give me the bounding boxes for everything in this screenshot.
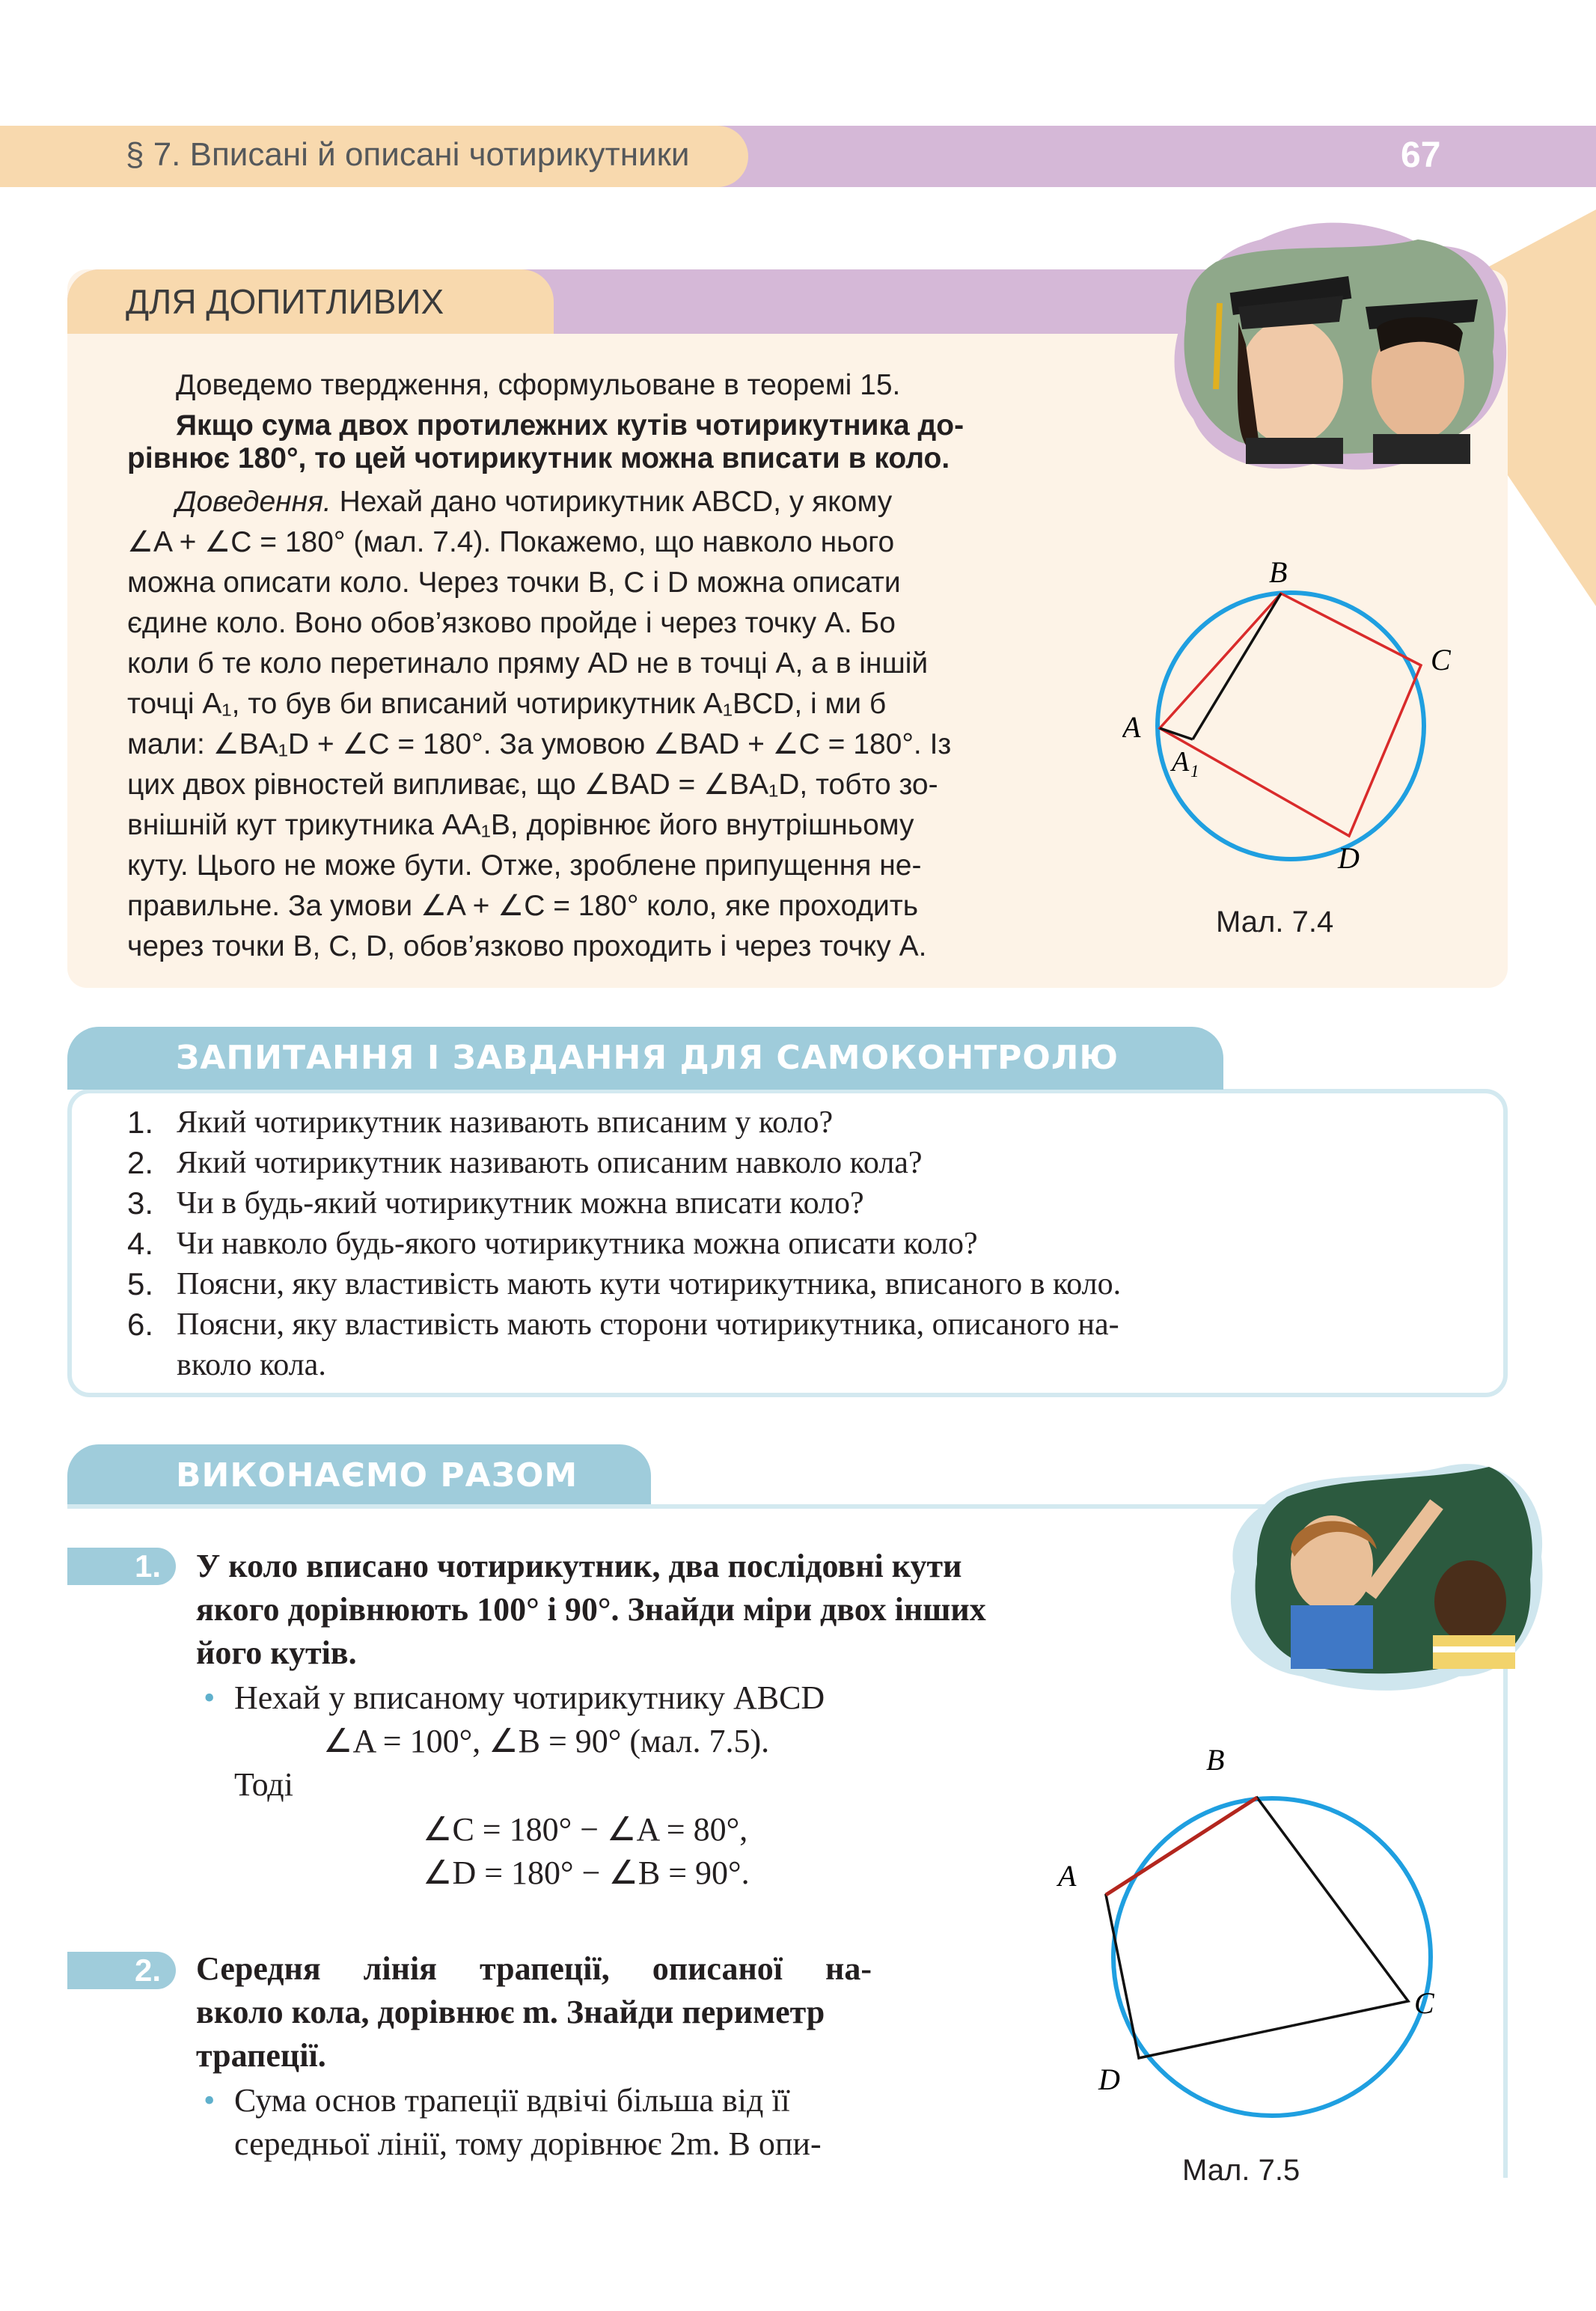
label-B: B xyxy=(1206,1743,1225,1777)
segment-BA1 xyxy=(1193,593,1281,739)
task-2-line-1: Середня лінія трапеції, описаної на- xyxy=(196,1950,872,1987)
question-num-4: 4. xyxy=(127,1226,154,1261)
curious-title: ДЛЯ ДОПИТЛИВИХ xyxy=(126,282,444,321)
figure-7-5 xyxy=(1048,1729,1467,2148)
label-D: D xyxy=(1338,841,1360,875)
curious-line-4: Доведення. Нехай дано чотирикутник ABCD, у якому xyxy=(176,486,893,518)
label-C: C xyxy=(1414,1986,1434,2020)
task-1-line-3: його кутів. xyxy=(196,1634,357,1671)
graduates-photo xyxy=(1164,210,1515,494)
question-text-4: Чи навколо будь-якого чотирикутника можна описати коло? xyxy=(177,1227,978,1261)
caption-7-5: Мал. 7.5 xyxy=(1182,2154,1300,2187)
curious-line-5: ∠A + ∠C = 180° (мал. 7.4). Покажемо, що навколо нього xyxy=(127,526,895,558)
bullet-icon: • xyxy=(204,1679,215,1716)
task-1-solution-1: Нехай у вписаному чотирикутнику ABCD xyxy=(234,1679,825,1716)
curious-line-1: Доведемо твердження, сформульоване в теоремі 15. xyxy=(176,369,901,401)
quadrilateral-ABCD xyxy=(1106,1798,1408,2058)
label-C: C xyxy=(1431,643,1451,677)
question-text-5: Поясни, яку властивість мають кути чотирикутника, вписаного в коло. xyxy=(177,1267,1122,1301)
circumscribed-circle xyxy=(1158,593,1424,859)
curious-line-15: через точки B, C, D, обов’язково проходить і через точку A. xyxy=(127,930,927,962)
side-AB-highlight xyxy=(1106,1798,1257,1895)
classroom-photo xyxy=(1220,1452,1549,1706)
question-text-6-cont: вколо кола. xyxy=(177,1348,326,1382)
together-title: ВИКОНАЄМО РАЗОМ xyxy=(176,1456,578,1495)
task-2-solution-2: середньої лінії, тому дорівнює 2m. В опи- xyxy=(234,2125,822,2162)
question-text-6: Поясни, яку властивість мають сторони чотирикутника, описаного на- xyxy=(177,1307,1119,1342)
task-2-solution-1: Сума основ трапеції вдвічі більша від її xyxy=(234,2082,790,2119)
label-A: A xyxy=(1058,1859,1077,1893)
curious-line-3: рівнює 180°, то цей чотирикутник можна вписати в коло. xyxy=(127,442,950,474)
label-B: B xyxy=(1269,555,1288,589)
task-1-line-1: У коло вписано чотирикутник, два послідовні кути xyxy=(196,1548,962,1584)
task-2-line-3: трапеції. xyxy=(196,2037,326,2074)
question-text-1: Який чотирикутник називають вписаним у коло? xyxy=(177,1105,834,1140)
question-text-2: Який чотирикутник називають описаним навколо кола? xyxy=(177,1146,923,1180)
curious-line-14: правильне. За умови ∠A + ∠C = 180° коло, яке проходить xyxy=(127,890,919,922)
task-1-line-2: якого дорівнюють 100° і 90°. Знайди міри двох інших xyxy=(196,1591,986,1628)
chapter-title: § 7. Вписані й описані чотирикутники xyxy=(126,136,690,173)
task-2-number: 2. xyxy=(67,1952,176,1989)
curious-line-13: куту. Цього не може бути. Отже, зроблене припущення не- xyxy=(127,849,922,882)
curious-line-11: цих двох рівностей випливає, що ∠BAD = ∠BA₁D, тобто зо- xyxy=(127,769,938,801)
task-1-solution-5: ∠D = 180° − ∠B = 90°. xyxy=(423,1854,750,1891)
task-1-number: 1. xyxy=(67,1548,176,1585)
question-num-1: 1. xyxy=(127,1105,154,1140)
question-num-5: 5. xyxy=(127,1266,154,1301)
circumscribed-circle xyxy=(1113,1798,1431,2116)
question-num-3: 3. xyxy=(127,1185,154,1221)
curious-line-9: точці A₁, то був би вписаний чотирикутник A₁BCD, і ми б xyxy=(127,688,887,720)
questions-title: ЗАПИТАННЯ І ЗАВДАННЯ ДЛЯ САМОКОНТРОЛЮ xyxy=(176,1039,1119,1077)
question-num-6: 6. xyxy=(127,1307,154,1342)
task-1-solution-2: ∠A = 100°, ∠B = 90° (мал. 7.5). xyxy=(323,1723,770,1759)
curious-line-8: коли б те коло перетинало пряму AD не в точці A, а в іншій xyxy=(127,647,929,680)
task-2-line-2: вколо кола, дорівнює m. Знайди периметр xyxy=(196,1994,825,2030)
caption-7-4: Мал. 7.4 xyxy=(1216,906,1334,938)
curious-line-2: Якщо сума двох протилежних кутів чотирикутника до- xyxy=(176,409,964,442)
page-number: 67 xyxy=(1401,135,1441,175)
curious-line-10: мали: ∠BA₁D + ∠C = 180°. За умовою ∠BAD + ∠C = 180°. Із xyxy=(127,728,952,760)
figure-7-4 xyxy=(1122,539,1459,898)
bullet-icon: • xyxy=(204,2082,215,2119)
curious-line-12: внішній кут трикутника AA₁B, дорівнює його внутрішньому xyxy=(127,809,914,841)
question-text-3: Чи в будь-який чотирикутник можна вписати коло? xyxy=(177,1186,864,1221)
curious-line-6: можна описати коло. Через точки B, C і D можна описати xyxy=(127,567,901,599)
task-1-solution-3: Тоді xyxy=(234,1766,293,1803)
label-D: D xyxy=(1098,2063,1120,2096)
curious-line-7: єдине коло. Воно обов’язково пройде і через точку A. Бо xyxy=(127,607,896,639)
label-A1: A₁ xyxy=(1172,746,1199,778)
task-1-solution-4: ∠C = 180° − ∠A = 80°, xyxy=(423,1811,748,1848)
question-num-2: 2. xyxy=(127,1145,154,1180)
label-A: A xyxy=(1122,710,1141,744)
